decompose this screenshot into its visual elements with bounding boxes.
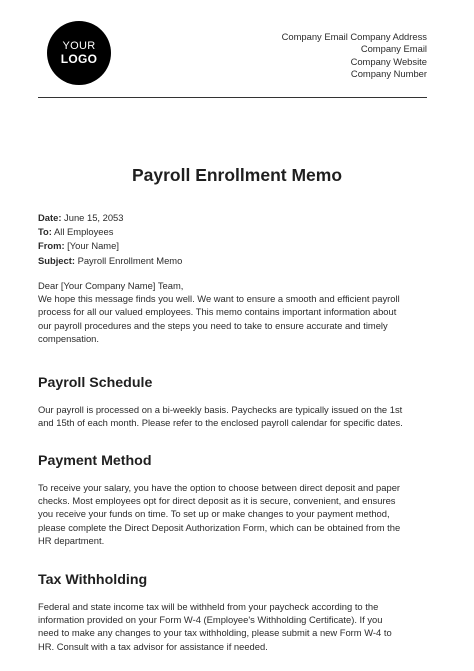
payment-method-line: HR department. <box>38 534 105 546</box>
intro-paragraph <box>38 279 438 345</box>
payment-method-line: To receive your salary, you have the option to choose between direct deposit and paper <box>38 482 401 493</box>
contact-line-number: Company Number <box>350 68 427 80</box>
payment-method-paragraph <box>38 481 438 547</box>
company-contact-block <box>282 31 427 81</box>
heading-tax-withholding: Tax Withholding <box>38 572 148 588</box>
meta-subject <box>38 254 182 268</box>
company-logo <box>47 21 111 85</box>
memo-title: Payroll Enrollment Memo <box>131 165 343 185</box>
meta-date <box>38 211 182 225</box>
payment-method-line: please complete the Direct Deposit Authorization Form, which can be obtained from the <box>38 521 401 533</box>
payroll-schedule-paragraph <box>38 403 438 429</box>
meta-date-value: June 15, 2053 <box>61 212 124 223</box>
payroll-schedule-line: Our payroll is processed on a bi-weekly basis. Paychecks are typically issued on the 1st <box>38 404 403 415</box>
meta-subject-label: Subject: <box>38 254 75 266</box>
contact-line-website: Company Website <box>350 55 427 67</box>
memo-meta <box>38 211 182 268</box>
intro-line: our payroll procedures and the steps you need to take to ensure accurate and timely <box>38 319 388 331</box>
tax-withholding-line: information provided on your Form W-4 (Employee's Withholding Certificate). If you <box>38 614 383 626</box>
heading-payment-method: Payment Method <box>38 453 152 469</box>
tax-withholding-line: Federal and state income tax will be withheld from your paycheck according to the <box>38 601 379 612</box>
meta-to-label: To: <box>38 226 52 238</box>
intro-greeting: Dear [Your Company Name] Team, <box>38 280 184 291</box>
intro-line: compensation. <box>38 332 99 344</box>
meta-to-value: All Employees <box>51 226 114 238</box>
meta-from <box>38 239 182 253</box>
payroll-schedule-line: and 15th of each month. Please refer to the enclosed payroll calendar for specific dates. <box>38 417 403 429</box>
heading-payroll-schedule: Payroll Schedule <box>38 375 153 391</box>
tax-withholding-paragraph <box>38 600 438 653</box>
intro-line: We hope this message finds you well. We want to ensure a smooth and efficient payroll <box>38 293 400 305</box>
logo-text-your: YOUR <box>62 40 96 52</box>
meta-from-label: From: <box>38 240 65 252</box>
contact-line-email: Company Email <box>360 43 427 55</box>
contact-line-email-address: Company Email Company Address <box>281 31 427 42</box>
logo-text-logo: LOGO <box>60 52 98 66</box>
meta-to <box>38 225 182 239</box>
tax-withholding-line: HR. Consult with a tax advisor for assistance if needed. <box>38 640 268 652</box>
meta-from-value: [Your Name] <box>64 240 119 252</box>
meta-date-label: Date: <box>38 212 62 223</box>
meta-subject-value: Payroll Enrollment Memo <box>74 254 183 266</box>
header-divider <box>38 97 427 98</box>
intro-line: process for all our valued employees. This memo contains important information about <box>38 306 397 318</box>
tax-withholding-line: need to make any changes to your tax withholding, please submit a new Form W-4 to <box>38 627 392 639</box>
payment-method-line: you receive your funds on time. To set up or make changes to your payment method, <box>38 508 390 520</box>
payment-method-line: checks. Most employees opt for direct deposit as it is secure, convenient, and ensures <box>38 495 396 507</box>
